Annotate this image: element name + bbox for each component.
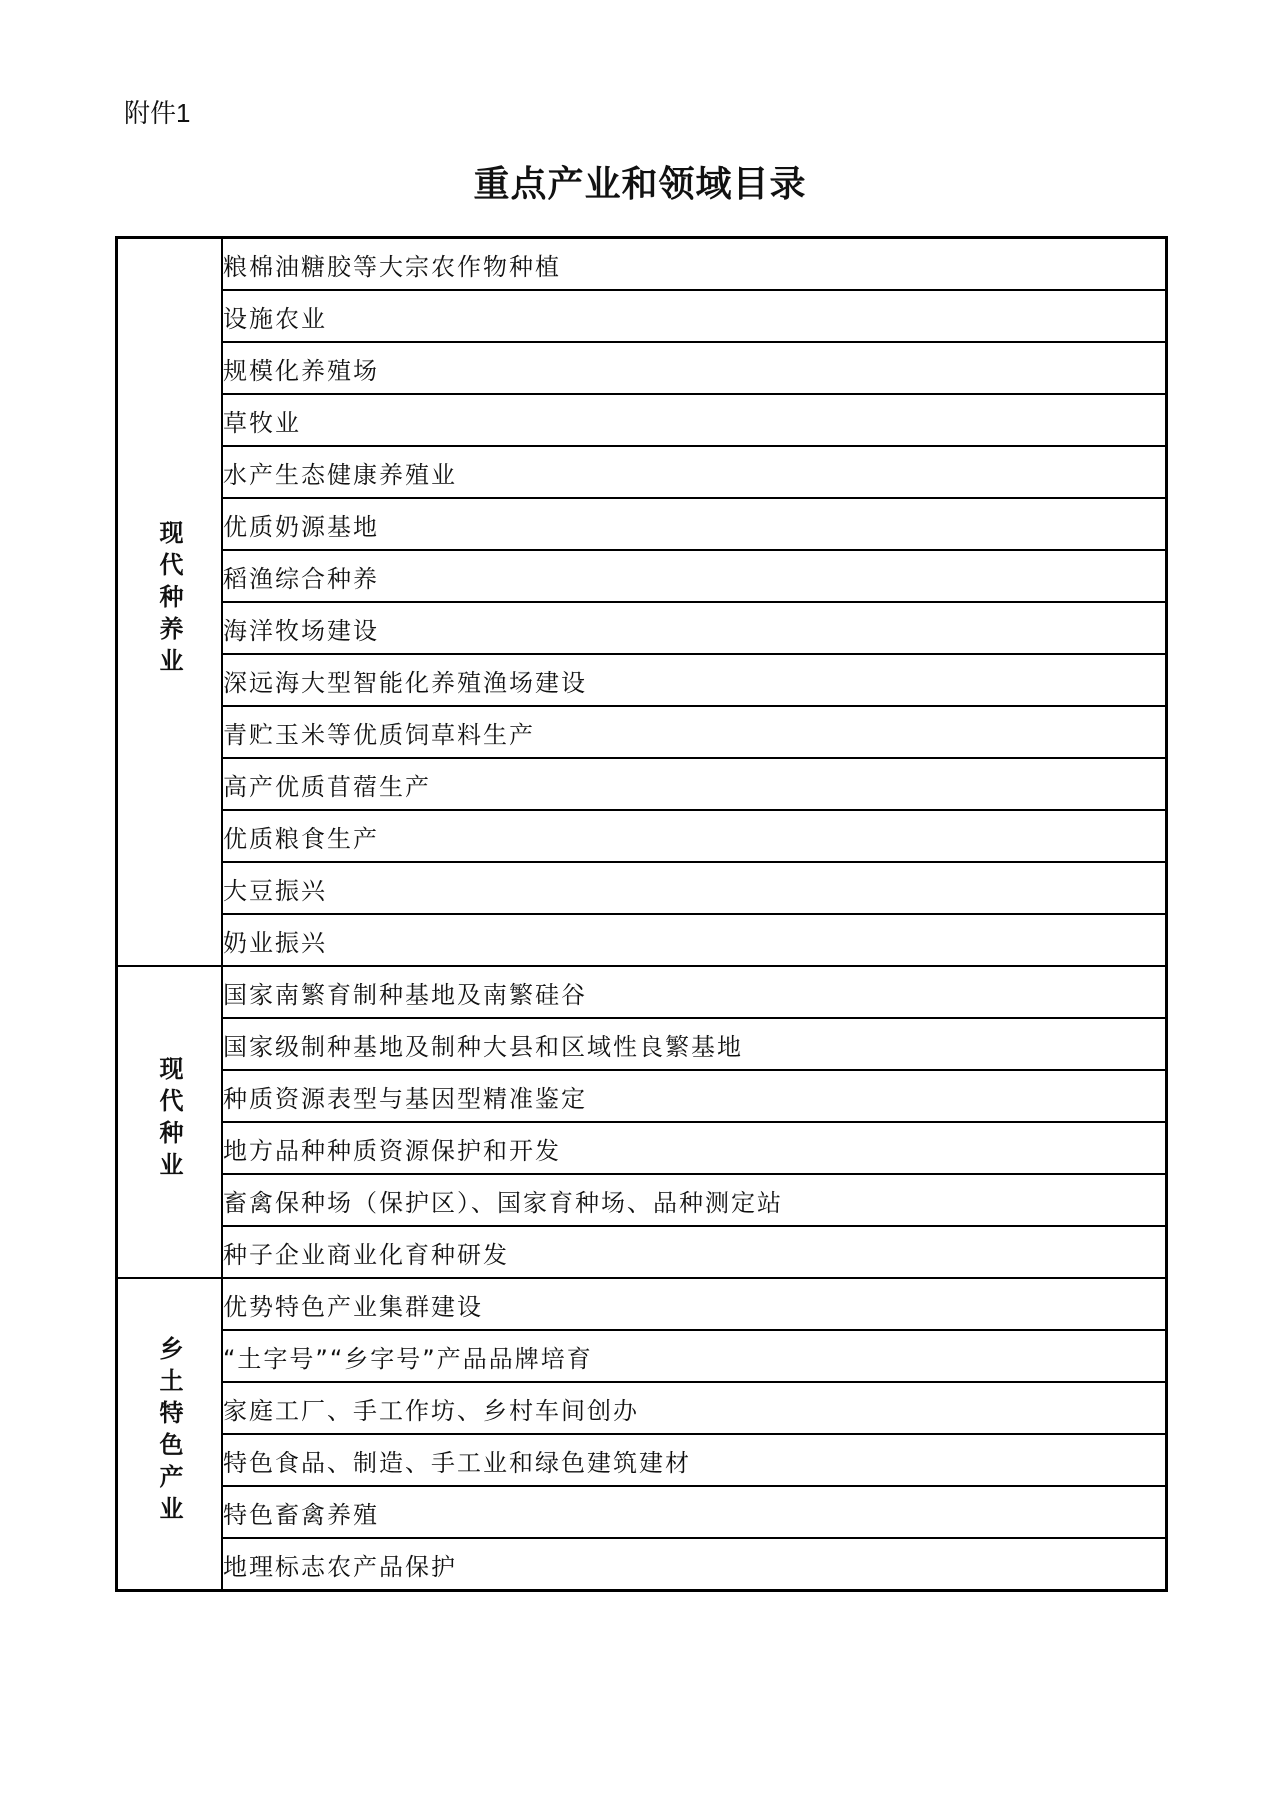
item-cell: 粮棉油糖胶等大宗农作物种植 — [222, 238, 1167, 291]
table-row — [117, 810, 1167, 862]
table-row — [117, 1434, 1167, 1486]
catalog-body — [117, 238, 1167, 1591]
item-cell: 优势特色产业集群建设 — [222, 1278, 1167, 1330]
category-label: 乡土特色产业 — [155, 1336, 183, 1528]
table-row — [117, 342, 1167, 394]
table-row — [117, 1330, 1167, 1382]
category-label: 现代种业 — [155, 1056, 183, 1184]
table-row — [117, 654, 1167, 706]
table-row — [117, 758, 1167, 810]
item-cell: 种子企业商业化育种研发 — [222, 1226, 1167, 1278]
table-row — [117, 1174, 1167, 1226]
item-cell: 畜禽保种场（保护区）、国家育种场、品种测定站 — [222, 1174, 1167, 1226]
item-cell: 家庭工厂、手工作坊、乡村车间创办 — [222, 1382, 1167, 1434]
table-row — [117, 1382, 1167, 1434]
item-cell: 大豆振兴 — [222, 862, 1167, 914]
table-row — [117, 1226, 1167, 1278]
table-row — [117, 1278, 1167, 1330]
item-cell: 设施农业 — [222, 290, 1167, 342]
item-cell: 稻渔综合种养 — [222, 550, 1167, 602]
category-cell — [117, 238, 223, 967]
table-row — [117, 914, 1167, 966]
category-cell — [117, 966, 223, 1278]
item-cell: 草牧业 — [222, 394, 1167, 446]
table-row — [117, 1070, 1167, 1122]
table-row — [117, 290, 1167, 342]
document-title: 重点产业和领域目录 — [473, 163, 807, 205]
table-row — [117, 238, 1167, 291]
table-row — [117, 966, 1167, 1018]
table-row — [117, 862, 1167, 914]
item-cell: 高产优质苜蓿生产 — [222, 758, 1167, 810]
table-row — [117, 1018, 1167, 1070]
item-cell: 国家级制种基地及制种大县和区域性良繁基地 — [222, 1018, 1167, 1070]
item-cell: 青贮玉米等优质饲草料生产 — [222, 706, 1167, 758]
table-row — [117, 706, 1167, 758]
item-cell: 奶业振兴 — [222, 914, 1167, 966]
item-cell: 地理标志农产品保护 — [222, 1538, 1167, 1591]
item-cell: 特色畜禽养殖 — [222, 1486, 1167, 1538]
item-cell: 地方品种种质资源保护和开发 — [222, 1122, 1167, 1174]
table-row — [117, 550, 1167, 602]
table-row — [117, 1122, 1167, 1174]
table-row — [117, 498, 1167, 550]
item-cell: 深远海大型智能化养殖渔场建设 — [222, 654, 1167, 706]
item-cell: 水产生态健康养殖业 — [222, 446, 1167, 498]
item-cell: 海洋牧场建设 — [222, 602, 1167, 654]
industry-catalog-table — [115, 236, 1168, 1592]
item-cell: 规模化养殖场 — [222, 342, 1167, 394]
item-cell: 国家南繁育制种基地及南繁硅谷 — [222, 966, 1167, 1018]
item-cell: 特色食品、制造、手工业和绿色建筑建材 — [222, 1434, 1167, 1486]
category-cell — [117, 1278, 223, 1591]
item-cell: 种质资源表型与基因型精准鉴定 — [222, 1070, 1167, 1122]
attachment-label: 附件1 — [124, 98, 191, 128]
table-row — [117, 1538, 1167, 1591]
table-row — [117, 1486, 1167, 1538]
item-cell: 优质粮食生产 — [222, 810, 1167, 862]
table-row — [117, 602, 1167, 654]
item-cell: “土字号”“乡字号”产品品牌培育 — [222, 1330, 1167, 1382]
item-cell: 优质奶源基地 — [222, 498, 1167, 550]
table-row — [117, 394, 1167, 446]
table-row — [117, 446, 1167, 498]
category-label: 现代种养业 — [155, 520, 183, 680]
